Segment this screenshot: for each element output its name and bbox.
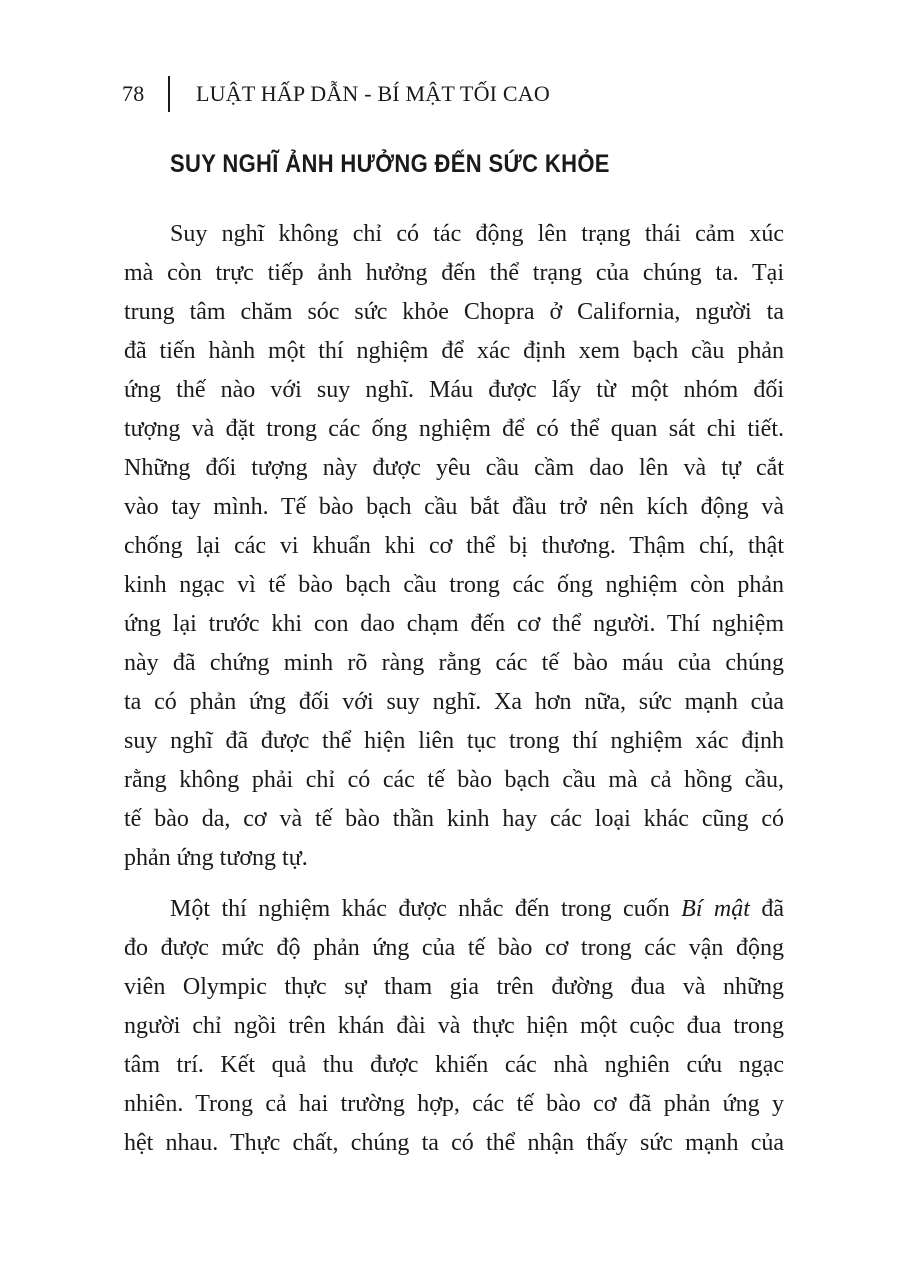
running-header: [122, 74, 550, 114]
page-number: 78: [122, 81, 145, 106]
text-line: Suy nghĩ không chỉ có tác động lên trạng thái cảm xúc: [170, 221, 784, 247]
text-line: tế bào da, cơ và tế bào thần kinh hay các loại khác cũng có: [124, 806, 784, 832]
text-line: Những đối tượng này được yêu cầu cầm dao lên và tự cắt: [124, 455, 784, 481]
text-line: ứng lại trước khi con dao chạm đến cơ thể người. Thí nghiệm: [124, 611, 784, 637]
text-line: ứng thế nào với suy nghĩ. Máu được lấy từ một nhóm đối: [124, 377, 784, 403]
text-line: nhiên. Trong cả hai trường hợp, các tế bào cơ đã phản ứng y: [124, 1091, 784, 1117]
text-line: vào tay mình. Tế bào bạch cầu bắt đầu trở nên kích động và: [124, 494, 784, 520]
header-divider: [168, 76, 170, 112]
text-line: trung tâm chăm sóc sức khỏe Chopra ở California, người ta: [124, 299, 784, 325]
text-line: suy nghĩ đã được thể hiện liên tục trong thí nghiệm xác định: [124, 728, 784, 754]
text-line: hệt nhau. Thực chất, chúng ta có thể nhận thấy sức mạnh của: [124, 1130, 784, 1156]
text-segment: Một thí nghiệm khác được nhắc đến trong cuốn: [170, 896, 682, 922]
text-line: phản ứng tương tự.: [124, 845, 308, 871]
text-line: chống lại các vi khuẩn khi cơ thể bị thương. Thậm chí, thật: [124, 533, 784, 559]
text-line: này đã chứng minh rõ ràng rằng các tế bào máu của chúng: [124, 650, 784, 676]
text-segment: đã: [749, 896, 785, 922]
text-line: rằng không phải chỉ có các tế bào bạch cầu mà cả hồng cầu,: [124, 767, 784, 793]
paragraph-1: [124, 215, 784, 878]
text-line: đo được mức độ phản ứng của tế bào cơ trong các vận động: [124, 935, 784, 961]
text-line: đã tiến hành một thí nghiệm để xác định xem bạch cầu phản: [124, 338, 784, 364]
text-line: kinh ngạc vì tế bào bạch cầu trong các ống nghiệm còn phản: [124, 572, 784, 598]
book-title: LUẬT HẤP DẪN - BÍ MẬT TỐI CAO: [196, 81, 550, 106]
text-line: mà còn trực tiếp ảnh hưởng đến thể trạng của chúng ta. Tại: [124, 260, 784, 286]
text-line: viên Olympic thực sự tham gia trên đường đua và những: [124, 974, 784, 1000]
text-line: tâm trí. Kết quả thu được khiến các nhà nghiên cứu ngạc: [124, 1052, 784, 1078]
text-line: ta có phản ứng đối với suy nghĩ. Xa hơn nữa, sức mạnh của: [124, 689, 784, 715]
paragraph-2: [124, 890, 784, 1163]
text-line: tượng và đặt trong các ống nghiệm để có thể quan sát chi tiết.: [124, 416, 784, 442]
text-line: người chỉ ngồi trên khán đài và thực hiện một cuộc đua trong: [124, 1013, 784, 1039]
book-title-italic: Bí mật: [681, 896, 750, 922]
section-heading: SUY NGHĨ ẢNH HƯỞNG ĐẾN SỨC KHỎE: [170, 150, 610, 178]
text-line-with-title: [124, 890, 784, 929]
body-text: [124, 215, 784, 1163]
